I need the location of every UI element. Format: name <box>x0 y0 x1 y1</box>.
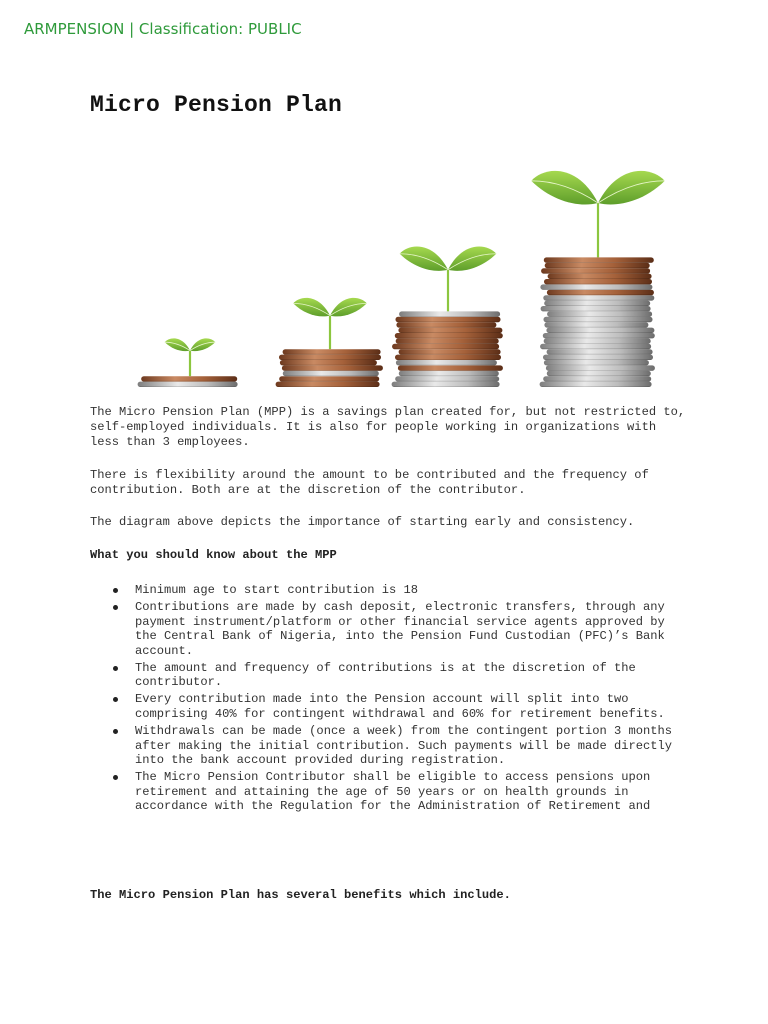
list-item <box>110 600 690 658</box>
leaf <box>531 171 598 205</box>
coin <box>543 295 654 300</box>
plant-sprout <box>293 298 367 349</box>
coin <box>544 322 648 327</box>
coin <box>396 360 497 365</box>
coin <box>548 274 652 279</box>
coin <box>399 371 499 376</box>
coin <box>396 317 501 322</box>
coin <box>138 382 238 387</box>
flexibility-paragraph: There is flexibility around the amount to be contributed and the frequency of contribution. Both are at the discretion of the contributor. <box>90 468 649 498</box>
coin <box>543 355 653 360</box>
coin <box>544 301 650 306</box>
coin <box>545 263 650 268</box>
coin-stack <box>138 376 238 387</box>
list-item-text: Contributions are made by cash deposit, electronic transfers, through any payment instrument/platform or other financial service agents approved by the Central Bank of Nigeria, into the Pension Fund Custodian (PFC)’s Bank account. <box>135 599 665 658</box>
coin <box>398 365 503 370</box>
classification-label: ARMPENSION | Classification: PUBLIC <box>24 20 302 38</box>
mpp-facts-heading: What you should know about the MPP <box>90 548 337 562</box>
coin <box>276 382 380 387</box>
coin <box>540 284 652 289</box>
mpp-facts-list <box>110 583 690 816</box>
coin <box>540 382 652 387</box>
coin <box>546 365 655 370</box>
bullet-icon <box>113 729 118 734</box>
document-title: Micro Pension Plan <box>90 92 343 118</box>
coin <box>399 311 500 316</box>
coin <box>396 322 496 327</box>
leaf <box>448 247 496 271</box>
coin <box>540 344 651 349</box>
coin <box>547 371 651 376</box>
coin <box>544 360 649 365</box>
list-item-text: The Micro Pension Contributor shall be eligible to access pensions upon retirement and attaining the age of 50 years or on health grounds in accordance with the Regulation for the Administration of Retirement and <box>135 770 651 814</box>
leaf <box>190 338 215 351</box>
coin <box>543 333 655 338</box>
bullet-icon <box>113 666 118 671</box>
bullet-icon <box>113 697 118 702</box>
coin <box>141 376 237 381</box>
bullet-icon <box>113 605 118 610</box>
plant-sprout <box>400 247 497 312</box>
coin-stacks <box>138 257 655 387</box>
coin <box>399 349 501 354</box>
list-item <box>110 770 690 814</box>
list-item <box>110 724 690 768</box>
leaf <box>598 171 665 205</box>
leaf <box>165 338 190 351</box>
coin-stack <box>392 311 503 387</box>
bullet-icon <box>113 775 118 780</box>
coin <box>544 279 652 284</box>
list-item-text: The amount and frequency of contributions is at the discretion of the contributor. <box>135 660 636 690</box>
coin <box>283 371 379 376</box>
coin <box>544 257 654 262</box>
coin <box>543 376 651 381</box>
coin <box>544 317 653 322</box>
bullet-icon <box>113 588 118 593</box>
leaf <box>293 298 330 317</box>
benefits-intro: The Micro Pension Plan has several benefits which include. <box>90 888 511 902</box>
leaf <box>400 247 448 271</box>
list-item-text: Minimum age to start contribution is 18 <box>135 583 419 597</box>
coin <box>280 360 377 365</box>
list-item <box>110 661 690 690</box>
coin <box>546 328 654 333</box>
list-item <box>110 583 690 598</box>
coin <box>395 333 503 338</box>
list-item <box>110 692 690 721</box>
coin <box>282 365 383 370</box>
coin <box>544 338 651 343</box>
diagram-note-paragraph: The diagram above depicts the importance of starting early and consistency. <box>90 515 635 529</box>
coin <box>547 311 652 316</box>
plant-sprout <box>531 171 664 258</box>
coin <box>283 349 381 354</box>
intro-paragraph: The Micro Pension Plan (MPP) is a savings plan created for, but not restricted to, self-employed individuals. It is also for people working in organizations with less than 3 employees. <box>90 405 686 450</box>
coin <box>395 376 499 381</box>
coin <box>541 306 651 311</box>
coin <box>392 344 499 349</box>
coin <box>279 376 379 381</box>
coin-stack <box>540 257 655 387</box>
coin <box>541 268 650 273</box>
coin <box>396 338 499 343</box>
coin <box>392 382 500 387</box>
coin <box>547 349 653 354</box>
coin <box>279 355 381 360</box>
coin <box>547 290 654 295</box>
leaf <box>330 298 367 317</box>
coin <box>398 328 502 333</box>
plant-sprout <box>165 338 216 376</box>
coin-stacks-plants-illustration <box>130 136 690 394</box>
list-item-text: Withdrawals can be made (once a week) from the contingent portion 3 months after making the initial contribution. Such payments will be made directly into the bank account provided during registration. <box>135 723 673 768</box>
coin-stack <box>276 349 383 387</box>
list-item-text: Every contribution made into the Pension account will split into two comprising 40% for contingent withdrawal and 60% for retirement benefits. <box>135 692 665 721</box>
coin <box>395 355 501 360</box>
